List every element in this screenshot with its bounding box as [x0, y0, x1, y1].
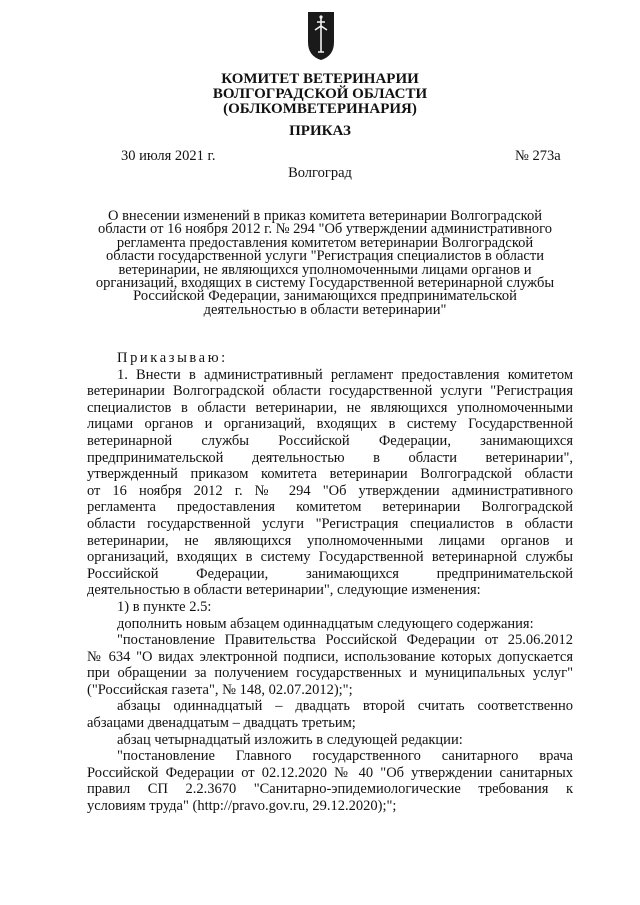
body-line: № 634 "О видах электронной подписи, использование которых допускается: [87, 648, 573, 665]
subject-line: области государственной услуги "Регистрация специалистов в области: [106, 248, 544, 265]
add-paragraph-instruction: дополнить новым абзацем одиннадцатым следующего содержания:: [117, 615, 534, 632]
subject-line: Российской Федерации, занимающихся предпринимательской: [133, 288, 517, 305]
body-line: от 16 ноября 2012 г. № 294 "Об утверждении административного: [87, 482, 573, 499]
body-line: абзацы одиннадцатый – двадцать второй считать соответственно: [117, 698, 573, 715]
order-word: Приказываю:: [117, 350, 228, 366]
quote-1-paragraph: [87, 632, 573, 698]
subject-line: регламента предоставления комитетом ветеринарии Волгоградской: [116, 234, 534, 251]
org-name-line-2: ВОЛГОГРАДСКОЙ ОБЛАСТИ: [212, 86, 428, 102]
body-line: при обращении за получением государственных и муниципальных услуг": [87, 665, 573, 682]
body-line: Российской Федерации от 02.12.2020 № 40 "Об утверждении санитарных: [87, 764, 573, 781]
org-name-line-1: КОМИТЕТ ВЕТЕРИНАРИИ: [221, 71, 419, 87]
body-line: "постановление Главного государственного санитарного врача: [117, 748, 573, 765]
document-number: № 273а: [515, 148, 561, 164]
body-line: ("Российская газета", № 148, 02.07.2012);";: [87, 681, 353, 698]
body-line: утвержденный приказом комитета ветеринарии Волгоградской области: [87, 466, 573, 483]
body-line: условиям труда" (http://pravo.gov.ru, 29.12.2020);";: [87, 798, 397, 815]
body-line: абзацами двенадцатым – двадцать третьим;: [87, 715, 356, 732]
body-line: специалистов в области ветеринарии, не являющихся уполномоченными: [87, 399, 573, 416]
item-1-paragraph: [87, 367, 573, 599]
paragraph-14-instruction: абзац четырнадцатый изложить в следующей редакции:: [117, 731, 463, 748]
body-line: деятельностью в области ветеринарии", следующие изменения:: [87, 582, 481, 599]
subject-line: О внесении изменений в приказ комитета ветеринарии Волгоградской: [107, 208, 542, 224]
body-line: 1. Внести в административный регламент предоставления комитетом: [117, 366, 573, 383]
subject-line: ветеринарии, не являющихся уполномоченными лицами органов и: [118, 261, 532, 278]
body-line: Российской Федерации, занимающихся предпринимательской: [87, 565, 573, 582]
document-city: Волгоград: [288, 165, 352, 181]
renumber-paragraph: [87, 698, 573, 731]
body-line: организаций, входящих в систему Государственной ветеринарной службы: [87, 549, 573, 566]
document-body: [87, 350, 573, 815]
body-line: ветеринарной службы Российской Федерации, занимающихся: [87, 432, 573, 449]
document-subject: [60, 210, 590, 317]
body-line: "постановление Правительства Российской Федерации от 25.06.2012: [117, 632, 573, 649]
quote-2-paragraph: [87, 748, 573, 814]
body-line: лицами органов и организаций, входящих в систему Государственной: [87, 416, 573, 433]
body-line: области государственной услуги "Регистрация специалистов в области: [87, 515, 573, 532]
body-line: регламента предоставления комитетом ветеринарии Волгоградской: [87, 499, 573, 516]
body-line: ветеринарии Волгоградской области государственной услуги "Регистрация: [87, 383, 573, 400]
body-line: предпринимательской деятельностью в области ветеринарии",: [87, 449, 573, 466]
subitem-1: 1) в пункте 2.5:: [117, 598, 212, 615]
org-name-line-3: (ОБЛКОМВЕТЕРИНАРИЯ): [223, 101, 417, 117]
body-line: ветеринарии, не являющихся уполномоченными лицами органов и: [87, 532, 573, 549]
subject-line: организаций, входящих в систему Государственной ветеринарной службы: [95, 275, 555, 292]
document-date: 30 июля 2021 г.: [121, 148, 216, 164]
document-type-title: ПРИКАЗ: [289, 123, 351, 139]
coat-of-arms-emblem: [306, 8, 336, 62]
subject-line: деятельностью в области ветеринарии": [203, 301, 447, 318]
subject-line: области от 16 ноября 2012 г. № 294 "Об утверждении административного: [97, 221, 553, 238]
body-line: правил СП 2.2.3670 "Санитарно-эпидемиологические требования к: [87, 781, 573, 798]
